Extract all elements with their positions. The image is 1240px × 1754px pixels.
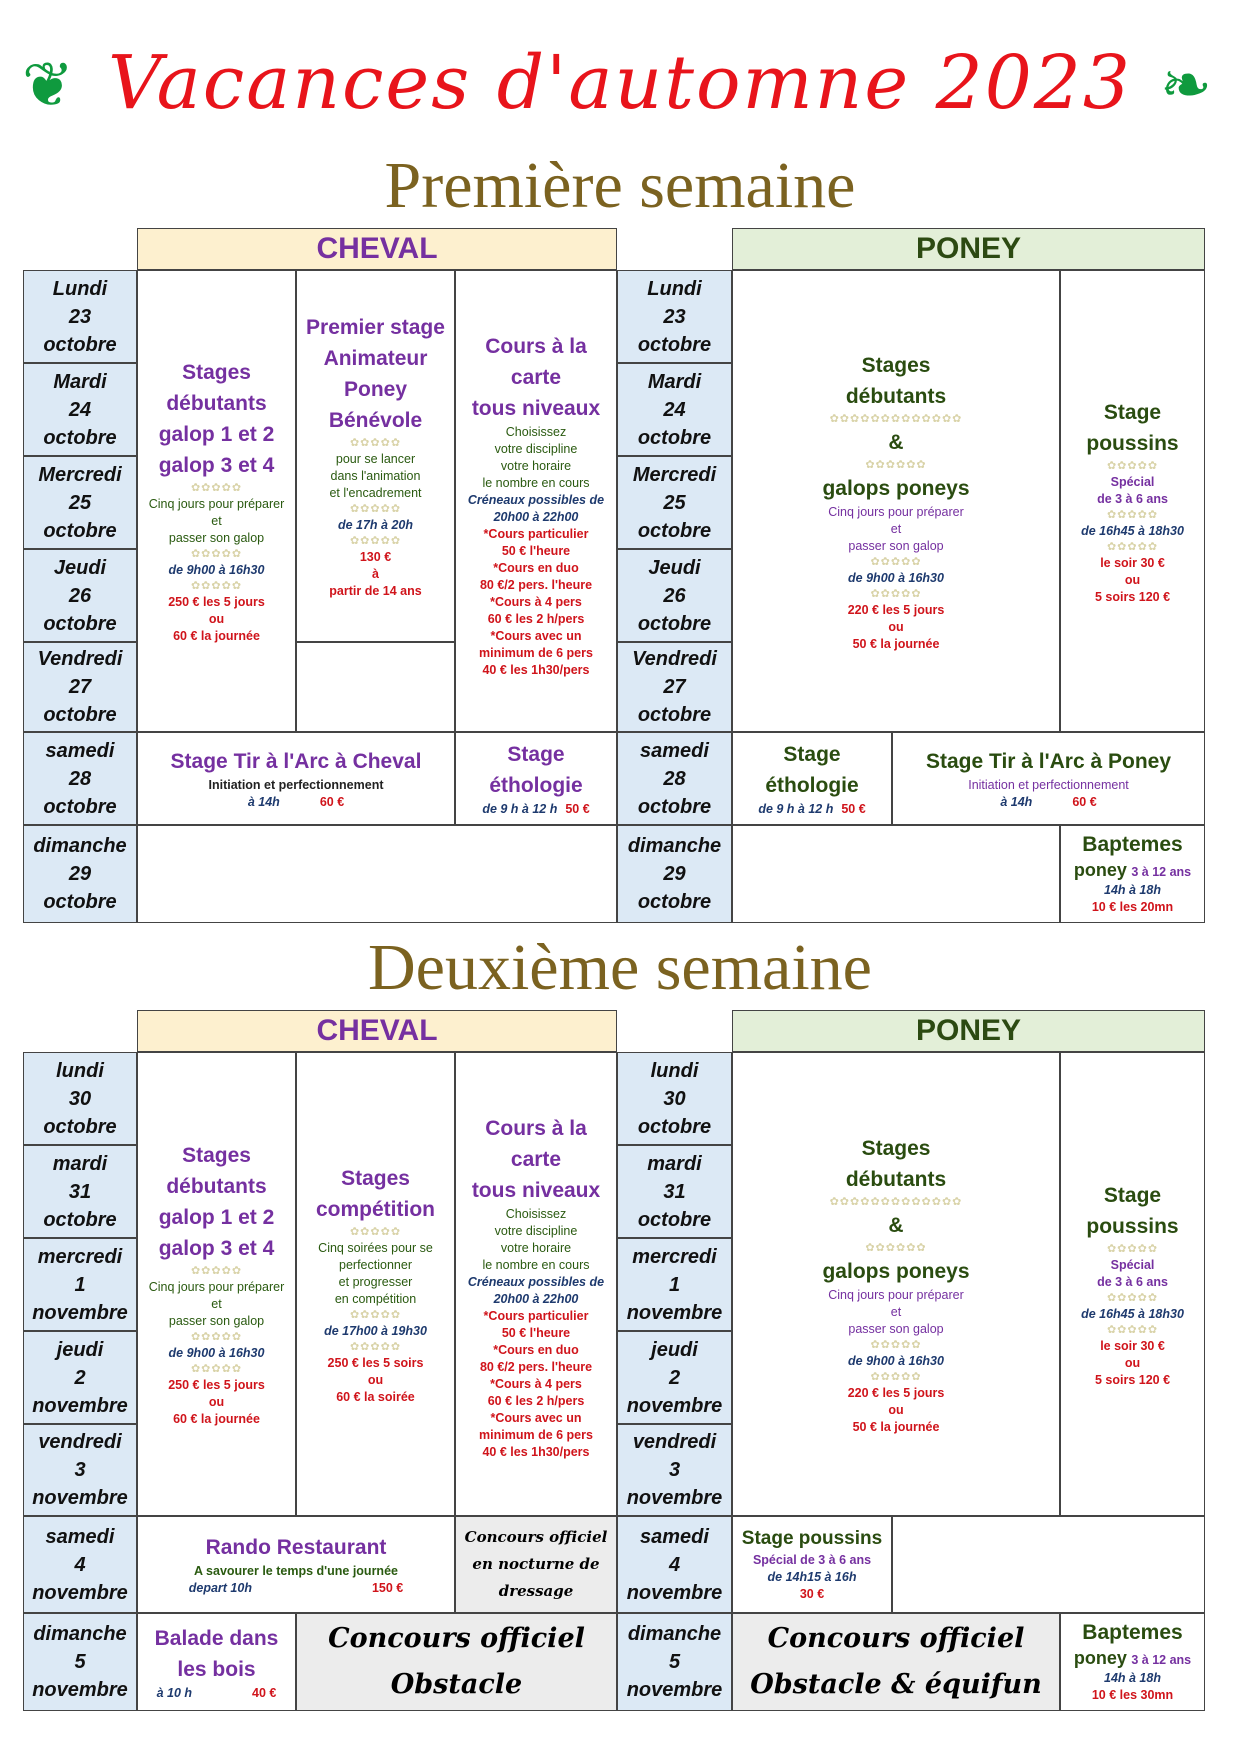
page-title: Vacances d'automne 2023 (108, 40, 1132, 126)
week2-baptemes: Baptemes poney 3 à 12 ans 14h à 18h 10 € les 30mn (1060, 1613, 1205, 1711)
week1-day-right: Mercredi 25 octobre (617, 456, 732, 549)
week2-day-right: mardi 31 octobre (617, 1145, 732, 1238)
week1-stage-poussins: Stage poussins ✿✿✿✿✿ Spécial de 3 à 6 ans ✿✿✿✿✿ de 16h45 à 18h30 ✿✿✿✿✿ le soir 30 € ou 5 soirs 120 € (1060, 270, 1205, 732)
week1-sunday-right: dimanche 29 octobre (617, 825, 732, 923)
week1-poney-ethologie: Stage éthologie de 9 h à 12 h 50 € (732, 732, 892, 825)
week1-day-right: Lundi 23 octobre (617, 270, 732, 363)
week1-day-left: Lundi 23 octobre (23, 270, 137, 363)
week2-day-left: mercredi 1 novembre (23, 1238, 137, 1331)
week2-sunday-left: dimanche 5 novembre (23, 1613, 137, 1711)
week1-tir-arc-cheval: Stage Tir à l'Arc à Cheval Initiation et perfectionnement à 14h 60 € (137, 732, 455, 825)
week2-concours-obstacle: Concours officiel Obstacle (296, 1613, 617, 1711)
week2-poney-stages-debutants: Stages débutants ✿✿✿✿✿✿✿✿✿✿✿✿✿ & ✿✿✿✿✿✿ galops poneys Cinq jours pour préparer et passer son galop ✿✿✿✿✿ de 9h00 à 16h30 ✿✿✿✿✿ 220 € les 5 jours ou 50 € la journée (732, 1052, 1060, 1516)
week2-day-right: mercredi 1 novembre (617, 1238, 732, 1331)
week2-stages-debutants: Stages débutants galop 1 et 2 galop 3 et 4 ✿✿✿✿✿ Cinq jours pour préparer et passer son galop ✿✿✿✿✿ de 9h00 à 16h30 ✿✿✿✿✿ 250 € les 5 jours ou 60 € la journée (137, 1052, 296, 1516)
week1-day-left: Mercredi 25 octobre (23, 456, 137, 549)
week2-saturday-poussins: Stage poussins Spécial de 3 à 6 ans de 14h15 à 16h 30 € (732, 1516, 892, 1613)
week1-poney-band: PONEY (732, 228, 1205, 270)
week2-poney-band: PONEY (732, 1010, 1205, 1052)
week2-stages-competition: Stages compétition ✿✿✿✿✿ Cinq soirées pour se perfectionner et progresser en compétition ✿✿✿✿✿ de 17h00 à 19h30 ✿✿✿✿✿ 250 € les 5 soirs ou 60 € la soirée (296, 1052, 455, 1516)
week2-concours-equifun: Concours officiel Obstacle & équifun (732, 1613, 1060, 1711)
week2-cours-carte: Cours à la carte tous niveaux Choisissez votre discipline votre horaire le nombre en cours Créneaux possibles de 20h00 à 22h00 *Cours particulier 50 € l'heure *Cours en duo 80 €/2 pers. l'heure *Cours à 4 pers 60 € les 2 h/pers *Cours avec un minimum de 6 pers 40 € les 1h30/pers (455, 1052, 617, 1516)
week2-day-left: vendredi 3 novembre (23, 1424, 137, 1516)
week2-stage-poussins: Stage poussins ✿✿✿✿✿ Spécial de 3 à 6 ans ✿✿✿✿✿ de 16h45 à 18h30 ✿✿✿✿✿ le soir 30 € ou 5 soirs 120 € (1060, 1052, 1205, 1516)
week2-rando-restaurant: Rando Restaurant A savourer le temps d'une journée depart 10h 150 € (137, 1516, 455, 1613)
week1-title: Première semaine (384, 149, 856, 222)
week1-sunday-cheval-empty (137, 825, 617, 923)
week2-saturday-poney-empty (892, 1516, 1205, 1613)
week2-balade-bois: Balade dans les bois à 10 h 40 € (137, 1613, 296, 1711)
week2-day-right: jeudi 2 novembre (617, 1331, 732, 1424)
week2-title: Deuxième semaine (368, 931, 872, 1004)
ornament-left-icon: ❦ (22, 48, 74, 121)
week2-saturday-left: samedi 4 novembre (23, 1516, 137, 1613)
week2-day-left: lundi 30 octobre (23, 1052, 137, 1145)
ornament-right-icon: ❧ (1160, 48, 1212, 121)
week2-day-left: mardi 31 octobre (23, 1145, 137, 1238)
week2-day-left: jeudi 2 novembre (23, 1331, 137, 1424)
week1-day-left: Mardi 24 octobre (23, 363, 137, 456)
week1-ethologie: Stage éthologie de 9 h à 12 h 50 € (455, 732, 617, 825)
week1-stages-debutants: Stages débutants galop 1 et 2 galop 3 et 4 ✿✿✿✿✿ Cinq jours pour préparer et passer son galop ✿✿✿✿✿ de 9h00 à 16h30 ✿✿✿✿✿ 250 € les 5 jours ou 60 € la journée (137, 270, 296, 732)
week1-sunday-left: dimanche 29 octobre (23, 825, 137, 923)
week1-empty-cell (296, 642, 455, 732)
week1-day-left: Vendredi 27 octobre (23, 642, 137, 732)
week2-cheval-band: CHEVAL (137, 1010, 617, 1052)
week2-sunday-right: dimanche 5 novembre (617, 1613, 732, 1711)
week1-sunday-poney-empty (732, 825, 1060, 923)
week2-day-right: lundi 30 octobre (617, 1052, 732, 1145)
week1-day-right: Jeudi 26 octobre (617, 549, 732, 642)
week1-day-right: Mardi 24 octobre (617, 363, 732, 456)
week1-cheval-band: CHEVAL (137, 228, 617, 270)
week1-stage-animateur: Premier stage Animateur Poney Bénévole ✿✿✿✿✿ pour se lancer dans l'animation et l'encadrement ✿✿✿✿✿ de 17h à 20h ✿✿✿✿✿ 130 € à partir de 14 ans (296, 270, 455, 642)
week2-saturday-right: samedi 4 novembre (617, 1516, 732, 1613)
week1-saturday-left: samedi 28 octobre (23, 732, 137, 825)
week1-day-left: Jeudi 26 octobre (23, 549, 137, 642)
week1-day-right: Vendredi 27 octobre (617, 642, 732, 732)
week2-day-right: vendredi 3 novembre (617, 1424, 732, 1516)
week1-saturday-right: samedi 28 octobre (617, 732, 732, 825)
week1-baptemes: Baptemes poney 3 à 12 ans 14h à 18h 10 € les 20mn (1060, 825, 1205, 923)
week1-tir-arc-poney: Stage Tir à l'Arc à Poney Initiation et perfectionnement à 14h 60 € (892, 732, 1205, 825)
week1-cours-carte: Cours à la carte tous niveaux Choisissez votre discipline votre horaire le nombre en cours Créneaux possibles de 20h00 à 22h00 *Cours particulier 50 € l'heure *Cours en duo 80 €/2 pers. l'heure *Cours à 4 pers 60 € les 2 h/pers *Cours avec un minimum de 6 pers 40 € les 1h30/pers (455, 270, 617, 732)
week2-concours-nocturne: Concours officiel en nocturne de dressage (455, 1516, 617, 1613)
week1-poney-stages-debutants: Stages débutants ✿✿✿✿✿✿✿✿✿✿✿✿✿ & ✿✿✿✿✿✿ galops poneys Cinq jours pour préparer et passer son galop ✿✿✿✿✿ de 9h00 à 16h30 ✿✿✿✿✿ 220 € les 5 jours ou 50 € la journée (732, 270, 1060, 732)
